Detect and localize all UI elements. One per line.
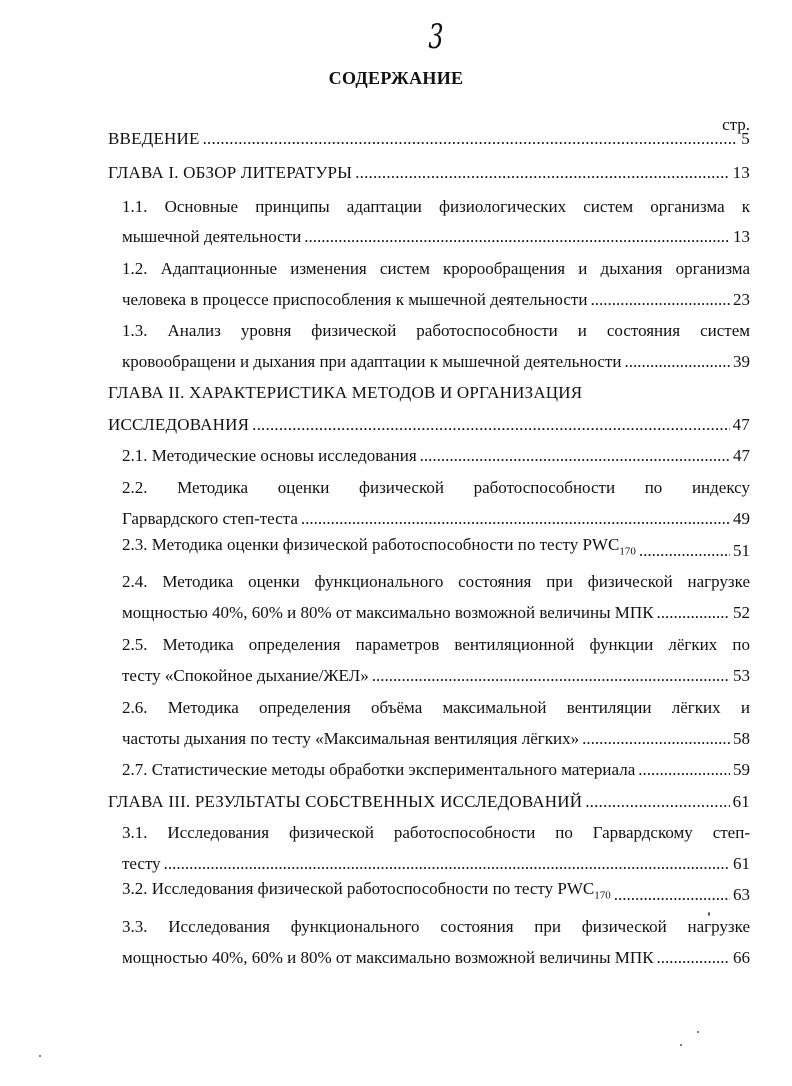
toc-entry-chapter-2 [108,413,750,437]
toc-entry-2-4-line1: 2.4. Методика оценки функционального состояния при физической нагрузке [122,572,750,591]
scan-speck [39,1055,41,1057]
toc-entry-3-1-line1: 3.1. Исследования физической работоспособности по Гарвардскому степ- [122,823,750,842]
dot-leader [203,127,739,151]
toc-entry-page: 59 [733,760,750,779]
dot-leader [420,444,730,468]
toc-entry-intro [108,127,750,151]
toc-entry-title: человека в процессе приспособления к мышечной деятельности [122,290,588,309]
page-title: СОДЕРЖАНИЕ [328,68,464,88]
toc-entry-2-2 [122,507,750,531]
toc-entry-page: 49 [733,509,750,528]
dot-leader [164,852,730,876]
toc-entry-3-3-line1: 3.3. Исследования функционального состояния при физической нагрузке [122,917,750,936]
toc-entry-2-7 [122,758,750,782]
dot-leader [657,946,730,970]
subscript: 170 [594,889,611,901]
dot-leader [372,664,730,688]
toc-entry-1-3-line1: 1.3. Анализ уровня физической работоспособности и состояния систем [122,321,750,340]
toc-entry-title: кровообращени и дыхания при адаптации к мышечной деятельности [122,352,622,371]
toc-entry-2-5 [122,664,750,688]
toc-entry-title: мощностью 40%, 60% и 80% от максимально возможной величины МПК [122,948,654,967]
toc-entry-page: 5 [741,129,750,148]
subscript: 170 [619,545,636,557]
dot-leader [355,161,729,185]
dot-leader [657,601,730,625]
toc-entry-title: частоты дыхания по тесту «Максимальная вентиляция лёгких» [122,729,580,748]
toc-entry-1-3 [122,350,750,374]
toc-entry-chapter-1 [108,161,750,185]
toc-entry-3-2 [122,878,750,907]
dot-leader [638,758,730,782]
toc-entry-title: ГЛАВА III. РЕЗУЛЬТАТЫ СОБСТВЕННЫХ ИССЛЕДОВАНИЙ [108,792,583,811]
scan-speck [680,1044,682,1046]
toc-entry-page: 53 [733,666,750,685]
toc-entry-title: 2.1. Методические основы исследования [122,446,417,465]
toc-entry-title [122,877,611,907]
toc-entry-page: 39 [733,352,750,371]
toc-entry-2-5-line1: 2.5. Методика определения параметров вентиляционной функции лёгких по [122,635,750,654]
toc-entry-title: 2.7. Статистические методы обработки экспериментального материала [122,760,636,779]
toc-entry-title-text: 2.3. Методика оценки физической работоспособности по тесту PWC [122,534,620,554]
toc-entry-page: 61 [732,792,750,811]
scan-speck [697,1031,699,1033]
toc-entry-1-1 [122,225,750,249]
toc-entry-3-1 [122,852,750,876]
dot-leader [590,288,730,312]
toc-entry-title: тесту [122,854,161,873]
toc-entry-chapter-2-line1 [108,381,750,405]
toc-entry-title: ВВЕДЕНИЕ [108,129,200,148]
toc-entry-2-6 [122,727,750,751]
toc-entry-2-1 [122,444,750,468]
page-column-label: стр. [722,115,750,134]
toc-entry-2-3 [122,534,750,563]
toc-entry-title: мощностью 40%, 60% и 80% от максимально возможной величины МПК [122,603,654,622]
toc-entry-title: тесту «Спокойное дыхание/ЖЕЛ» [122,666,369,685]
dot-leader [639,539,730,563]
toc-entry-page: 13 [732,163,750,182]
dot-leader [582,727,730,751]
dot-leader [252,413,729,437]
toc-entry-page: 58 [733,729,750,748]
toc-entry-3-3 [122,946,750,970]
toc-entry-page: 51 [733,541,750,560]
dot-leader [304,225,730,249]
toc-entry-1-2 [122,288,750,312]
toc-entry-2-6-line1: 2.6. Методика определения объёма максимальной вентиляции лёгких и [122,698,750,717]
toc-entry-title [122,533,636,563]
dot-leader [624,350,730,374]
toc-entry-page: 66 [733,948,750,967]
dot-leader [585,790,729,814]
toc-entry-title: ГЛАВА II. ХАРАКТЕРИСТИКА МЕТОДОВ И ОРГАНИЗАЦИЯ [108,383,583,402]
toc-entry-title: ГЛАВА I. ОБЗОР ЛИТЕРАТУРЫ [108,163,353,182]
dot-leader [301,507,730,531]
toc-entry-page: 63 [733,885,750,904]
toc-entry-chapter-3 [108,790,750,814]
toc-entry-title: ИССЛЕДОВАНИЯ [108,415,250,434]
toc-entry-1-2-line1: 1.2. Адаптационные изменения систем кророобращения и дыхания организма [122,259,750,278]
toc-entry-page: 13 [733,227,750,246]
toc-entry-page: 47 [733,446,750,465]
dot-leader [614,883,730,907]
toc-entry-page: 52 [733,603,750,622]
toc-entry-page: 23 [733,290,750,309]
toc-entry-title: мышечной деятельности [122,227,302,246]
toc-entry-page: 47 [732,415,750,434]
toc-entry-2-4 [122,601,750,625]
toc-entry-2-2-line1: 2.2. Методика оценки физической работоспособности по индексу [122,478,750,497]
scan-speck [708,912,710,916]
toc-entry-page: 61 [733,854,750,873]
page-number: 3 [428,17,444,57]
toc-entry-1-1-line1: 1.1. Основные принципы адаптации физиологических систем организма к [122,197,750,216]
toc-entry-title-text: 3.2. Исследования физической работоспособности по тесту PWC [122,878,595,898]
toc-entry-title: Гарвардского степ-теста [122,509,298,528]
